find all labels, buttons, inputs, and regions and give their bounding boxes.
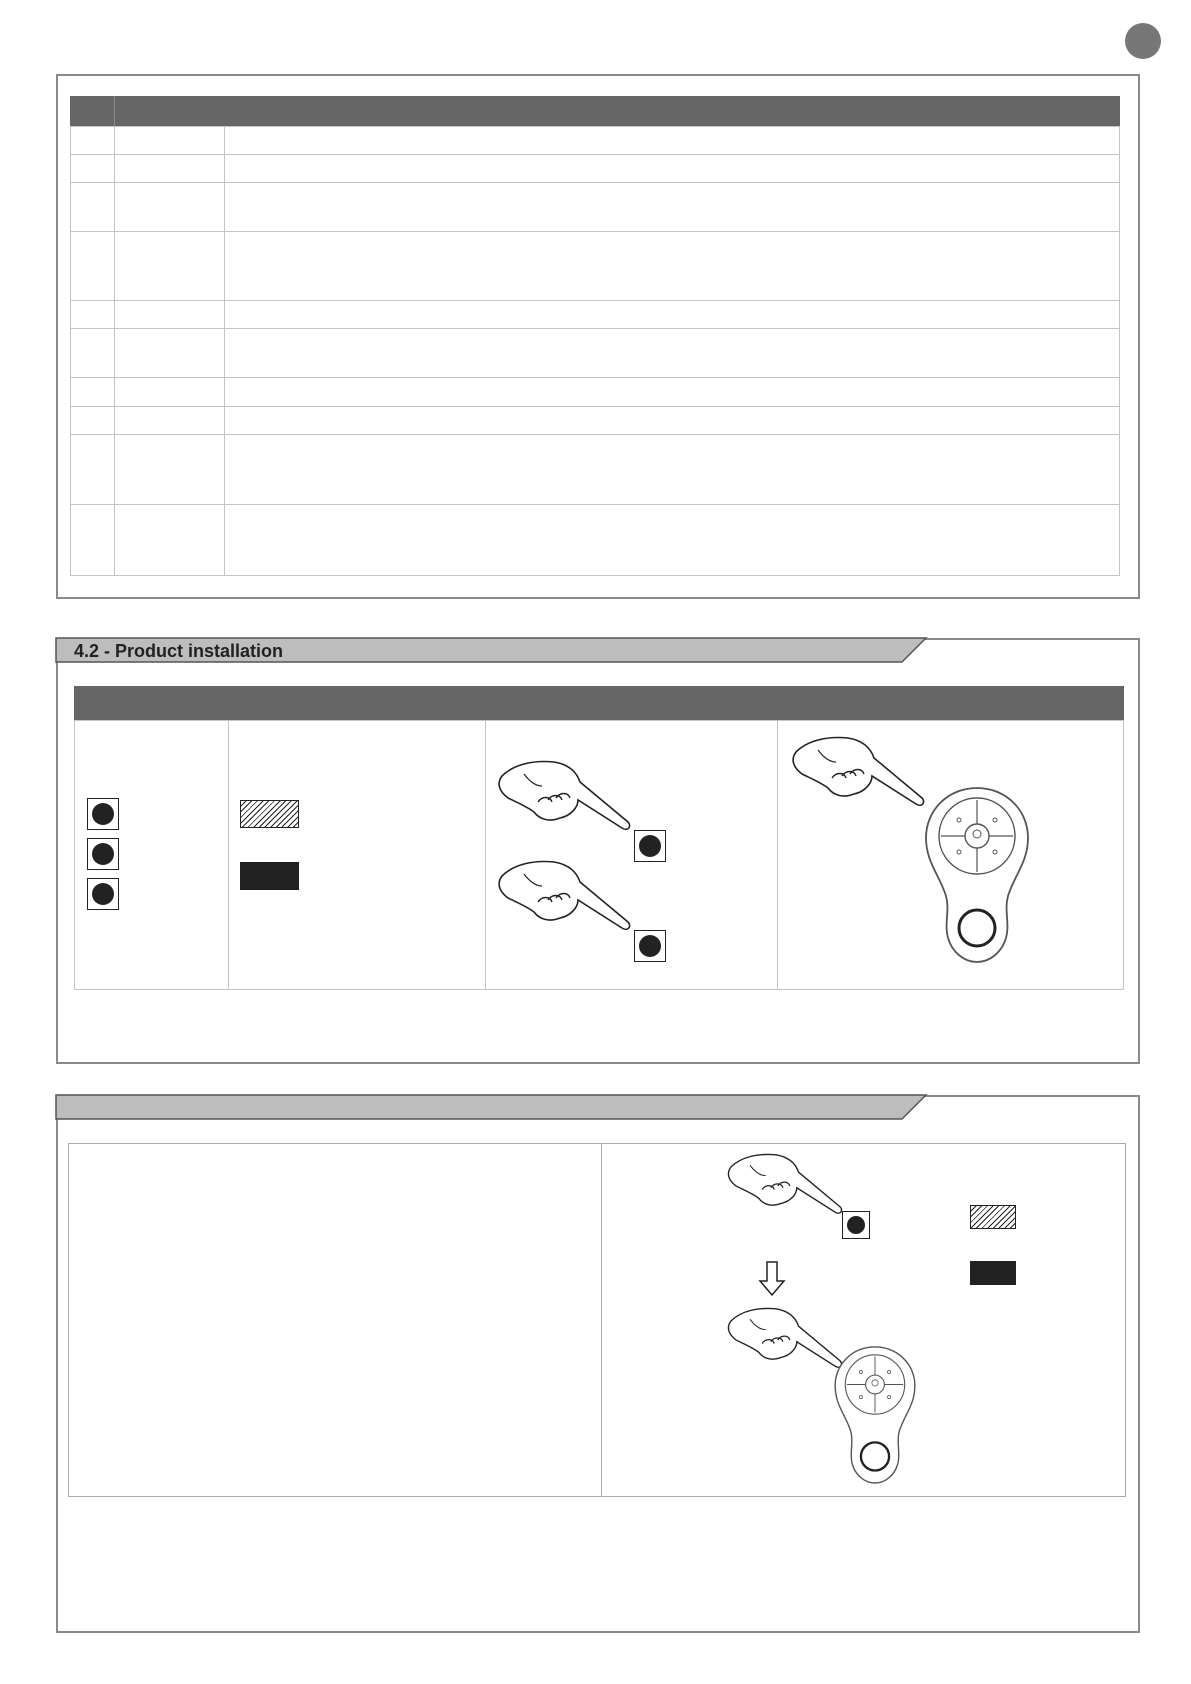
solid-led-icon — [240, 862, 299, 890]
table-header-divider — [114, 96, 115, 126]
table-row — [70, 154, 1120, 155]
section-tab-next — [56, 1095, 926, 1121]
parameters-table-frame — [56, 74, 1140, 599]
table-header-bar — [70, 96, 1120, 126]
table-row — [70, 504, 1120, 505]
installation-header-bar — [74, 686, 1124, 720]
button-square-icon — [87, 838, 119, 870]
button-square-icon — [634, 930, 666, 962]
installation-col-divider-2 — [485, 720, 486, 990]
table-row — [70, 300, 1120, 301]
section-title-installation: 4.2 - Product installation — [74, 641, 284, 661]
hand-pointing-icon — [494, 756, 644, 856]
hatched-led-icon — [240, 800, 299, 828]
table-row — [70, 328, 1120, 329]
installation-section-frame — [56, 638, 1140, 1064]
remote-control-icon — [922, 786, 1032, 964]
page-marker-circle — [1125, 23, 1161, 59]
table-row — [70, 182, 1120, 183]
parameters-table-body — [70, 126, 1120, 576]
hatched-led-icon — [970, 1205, 1016, 1229]
table-row — [70, 377, 1120, 378]
button-square-icon — [842, 1211, 870, 1239]
next-section-frame — [56, 1095, 1140, 1633]
hand-pointing-icon — [788, 732, 938, 832]
installation-col-divider-3 — [777, 720, 778, 990]
down-arrow-icon — [758, 1261, 786, 1297]
solid-led-icon — [970, 1261, 1016, 1285]
hand-pointing-icon — [494, 856, 644, 956]
button-square-icon — [87, 878, 119, 910]
table-row — [70, 406, 1120, 407]
installation-col-divider-1 — [228, 720, 229, 990]
table-col-divider-2 — [224, 126, 225, 576]
hand-pointing-icon — [724, 1149, 854, 1237]
table-row — [70, 231, 1120, 232]
table-col-divider-1 — [114, 126, 115, 576]
next-section-box-left — [68, 1143, 602, 1497]
button-square-icon — [87, 798, 119, 830]
table-row — [70, 434, 1120, 435]
remote-control-icon — [832, 1345, 918, 1485]
